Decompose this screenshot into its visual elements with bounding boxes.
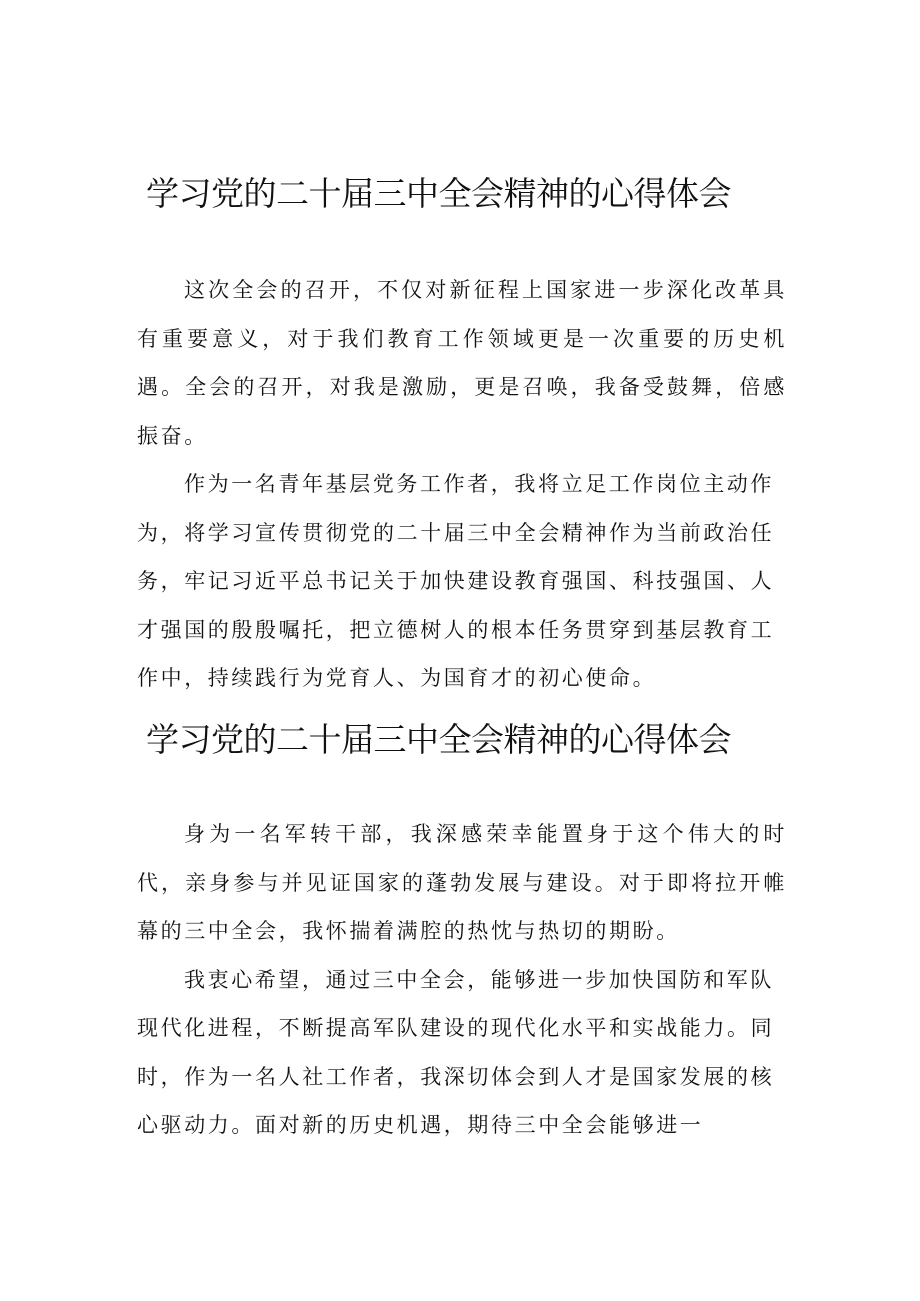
section-body-2: [137, 810, 787, 1150]
section-body-1: [137, 266, 787, 703]
paragraph: 我衷心希望，通过三中全会，能够进一步加快国防和军队现代化进程，不断提高军队建设的现代化水平和实战能力。同时，作为一名人社工作者，我深切体会到人才是国家发展的核心驱动力。面对新的历史机遇，期待三中全会能够进一: [137, 967, 775, 1137]
paragraph: 身为一名军转干部，我深感荣幸能置身于这个伟大的时代，亲身参与并见证国家的蓬勃发展与建设。对于即将拉开帷幕的三中全会，我怀揣着满腔的热忱与热切的期盼。: [137, 822, 787, 943]
section-title-2: 学习党的二十届三中全会精神的心得体会: [146, 720, 731, 759]
paragraph: 这次全会的召开，不仅对新征程上国家进一步深化改革具有重要意义，对于我们教育工作领域更是一次重要的历史机遇。全会的召开，对我是激励，更是召唤，我备受鼓舞，倍感振奋。: [137, 278, 787, 448]
paragraph: 作为一名青年基层党务工作者，我将立足工作岗位主动作为，将学习宣传贯彻党的二十届三中全会精神作为当前政治任务，牢记习近平总书记关于加快建设教育强国、科技强国、人才强国的殷殷嘱托，把立德树人的根本任务贯穿到基层教育工作中，持续践行为党育人、为国育才的初心使命。: [137, 472, 775, 690]
section-title-1: 学习党的二十届三中全会精神的心得体会: [146, 174, 731, 213]
